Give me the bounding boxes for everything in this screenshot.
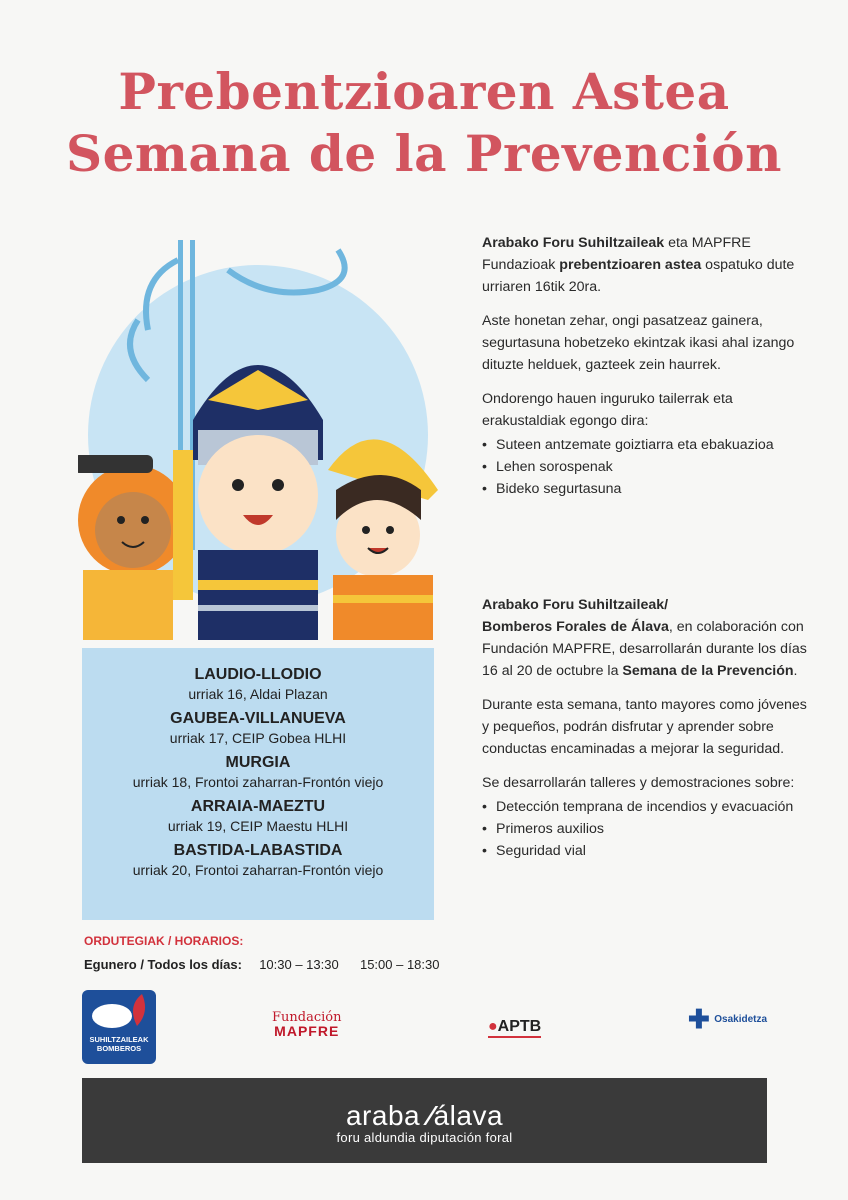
drop-icon: ● — [488, 1018, 498, 1035]
spanish-column — [482, 594, 812, 862]
town-name: MURGIA — [225, 754, 291, 771]
town-detail: urriak 17, CEIP Gobea HLHI — [169, 730, 347, 746]
town-detail: urriak 16, Aldai Plazan — [188, 686, 328, 702]
schedule-entry — [82, 842, 434, 878]
basque-paragraph-2: Aste honetan zehar, ongi pasatzeaz gainera, segurtasuna hobetzeko ekintzak ikasi ahal izango dituzte helduek, gazteek zein haurrek. — [482, 313, 795, 373]
sponsor-logos — [0, 990, 848, 1070]
footer-subtitle: foru aldundia diputación foral — [336, 1130, 513, 1145]
list-item: • Suteen antzemate goiztiarra eta ebakuazioa — [482, 434, 812, 456]
spanish-paragraph-3: Se desarrollarán talleres y demostraciones sobre: — [482, 775, 795, 791]
title-spanish: Semana de la Prevención — [66, 124, 782, 183]
schedule-box — [82, 648, 434, 920]
town-detail: urriak 20, Frontoi zaharran-Frontón viejo — [132, 862, 384, 878]
firefighter-kids-illustration — [78, 230, 438, 640]
slash-icon: ⁄ — [428, 1100, 434, 1131]
bomberos-logo: SUHILTZAILEAK BOMBEROS — [82, 990, 156, 1064]
basque-intro: Arabako Foru Suhiltzaileak eta MAPFRE Fundazioak prebentzioaren astea ospatuko dute urriaren 16tik 20ra. — [482, 235, 795, 295]
hours-label: Egunero / Todos los días: — [84, 957, 242, 972]
spanish-intro: Arabako Foru Suhiltzaileak/ Bomberos Forales de Álava, en colaboración con Fundación MAPFRE, desarrollarán durante los días 16 al 20 de octubre la Semana de la Prevención. — [482, 597, 807, 679]
schedule-entry — [82, 754, 434, 790]
hours-heading: ORDUTEGIAK / HORARIOS: — [84, 934, 244, 948]
footer-brand: araba ⁄álava — [345, 1100, 504, 1131]
list-item: • Seguridad vial — [482, 840, 812, 862]
helmet-flame-icon — [82, 990, 156, 1030]
title-basque: Prebentzioaren Astea — [118, 62, 730, 121]
spanish-paragraph-2: Durante esta semana, tanto mayores como jóvenes y pequeños, podrán disfrutar y aprender sobre conductas encaminadas a mejorar la seguridad. — [482, 697, 807, 757]
schedule-entry — [82, 798, 434, 834]
hours-morning: 10:30 – 13:30 — [259, 957, 339, 972]
aptb-logo: ●APTB — [488, 1018, 541, 1038]
basque-bullets — [482, 434, 812, 500]
schedule-entry — [82, 666, 434, 702]
list-item: • Detección temprana de incendios y evacuación — [482, 796, 812, 818]
town-name: BASTIDA-LABASTIDA — [173, 842, 343, 859]
town-name: GAUBEA-VILLANUEVA — [170, 710, 346, 727]
list-item: • Bideko segurtasuna — [482, 478, 812, 500]
schedule-entry — [82, 710, 434, 746]
osakidetza-logo: ✚ Osakidetza — [688, 1004, 768, 1034]
town-name: ARRAIA-MAEZTU — [190, 798, 326, 815]
spanish-bullets — [482, 796, 812, 862]
hours-line — [84, 957, 440, 972]
town-detail: urriak 19, CEIP Maestu HLHI — [167, 818, 349, 834]
list-item: • Lehen sorospenak — [482, 456, 812, 478]
mapfre-logo: Fundación MAPFRE — [272, 1010, 342, 1039]
basque-paragraph-3: Ondorengo hauen inguruko tailerrak eta erakustaldiak egongo dira: — [482, 391, 733, 429]
cross-icon: ✚ — [688, 1004, 710, 1034]
basque-column — [482, 232, 812, 500]
town-detail: urriak 18, Frontoi zaharran-Frontón viejo — [132, 774, 384, 790]
town-name: LAUDIO-LLODIO — [194, 666, 322, 683]
list-item: • Primeros auxilios — [482, 818, 812, 840]
footer-banner — [82, 1078, 767, 1163]
hours-afternoon: 15:00 – 18:30 — [359, 957, 440, 972]
